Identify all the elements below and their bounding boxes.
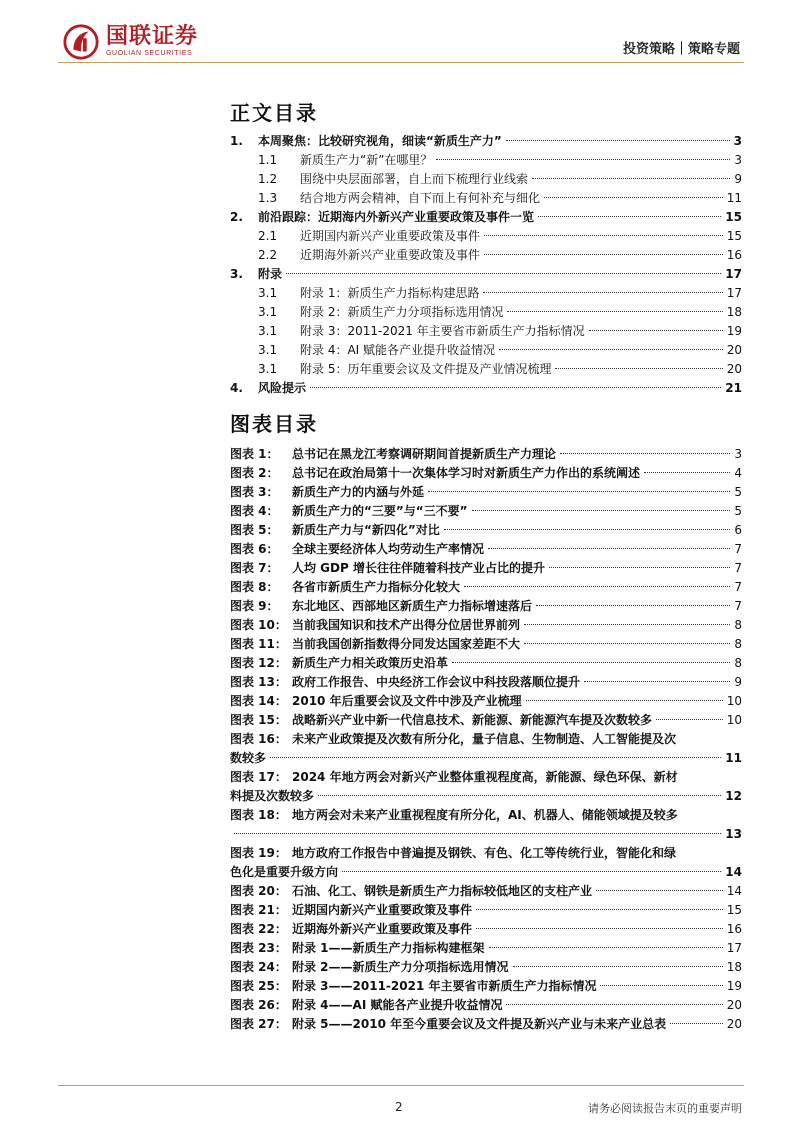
figure-entry-number: 图表 8： bbox=[230, 580, 279, 594]
dot-leader bbox=[532, 178, 730, 179]
figure-entry-page: 7 bbox=[734, 580, 742, 594]
figure-entry-number: 图表 20： bbox=[230, 884, 287, 898]
figure-entry[interactable] bbox=[230, 692, 742, 711]
figure-entry-label: 当前我国创新指数得分同发达国家差距不大 bbox=[292, 637, 521, 651]
list-of-figures bbox=[230, 445, 742, 1034]
figure-entry-label: 总书记在政治局第十一次集体学习时对新质生产力作出的系统阐述 bbox=[292, 466, 641, 480]
toc-entry-page: 20 bbox=[726, 362, 742, 376]
toc-entry-number: 3.1 bbox=[258, 305, 278, 319]
logo-english-name: GUOLIAN SECURITIES bbox=[106, 50, 193, 57]
figure-entry-label: 全球主要经济体人均劳动生产率情况 bbox=[292, 542, 485, 556]
figure-entry-number: 图表 17： bbox=[230, 770, 287, 784]
figure-entry-line bbox=[230, 825, 742, 844]
figure-entry-page: 15 bbox=[726, 903, 742, 917]
toc-entry[interactable] bbox=[230, 322, 742, 341]
figure-entry-number: 图表 2： bbox=[230, 466, 279, 480]
toc-entry[interactable] bbox=[230, 227, 742, 246]
toc-entry[interactable] bbox=[230, 208, 742, 227]
figure-entry-number: 图表 25： bbox=[230, 979, 287, 993]
toc-entry-label: 风险提示 bbox=[258, 381, 307, 395]
page-header bbox=[0, 0, 802, 80]
figure-entry-page: 10 bbox=[726, 694, 742, 708]
figure-entry-page: 7 bbox=[734, 542, 742, 556]
figure-entry-line bbox=[230, 768, 742, 787]
figure-entry-page: 8 bbox=[734, 656, 742, 670]
dot-leader bbox=[560, 453, 730, 454]
figure-entry-page: 5 bbox=[734, 504, 742, 518]
toc-entry-label: 近期海外新兴产业重要政策及事件 bbox=[300, 248, 481, 262]
figure-entry-label: 石油、化工、钢铁是新质生产力指标较低地区的支柱产业 bbox=[292, 884, 593, 898]
toc-entry-page: 19 bbox=[726, 324, 742, 338]
figure-entry[interactable] bbox=[230, 806, 742, 844]
figure-entry-line bbox=[230, 787, 742, 806]
figure-entry-line bbox=[230, 749, 742, 768]
dot-leader bbox=[600, 985, 722, 986]
toc-entry-label: 近期国内新兴产业重要政策及事件 bbox=[300, 229, 481, 243]
table-of-contents bbox=[230, 132, 742, 398]
footer-divider bbox=[58, 1085, 744, 1086]
figure-entry-label: 战略新兴产业中新一代信息技术、新能源、新能源汽车提及次数较多 bbox=[292, 713, 653, 727]
toc-entry[interactable] bbox=[230, 341, 742, 360]
figure-entry-page: 9 bbox=[734, 675, 742, 689]
figure-entry-page: 12 bbox=[725, 789, 742, 803]
toc-entry-number: 1. bbox=[230, 134, 243, 148]
guolian-logo-icon bbox=[62, 23, 100, 61]
toc-entry[interactable] bbox=[230, 170, 742, 189]
figure-entry[interactable] bbox=[230, 711, 742, 730]
figure-entry[interactable] bbox=[230, 540, 742, 559]
figure-entry-page: 7 bbox=[734, 561, 742, 575]
dot-leader bbox=[484, 254, 723, 255]
figure-entry[interactable] bbox=[230, 844, 742, 882]
figure-entry[interactable] bbox=[230, 673, 742, 692]
figure-entry-label: 附录 3——2011-2021 年主要省市新质生产力指标情况 bbox=[292, 979, 597, 993]
figure-entry-label: 附录 5——2010 年至今重要会议及文件提及新兴产业与未来产业总表 bbox=[292, 1017, 667, 1031]
dot-leader bbox=[544, 197, 723, 198]
dot-leader bbox=[476, 909, 723, 910]
figure-entry-page: 7 bbox=[734, 599, 742, 613]
toc-entry[interactable] bbox=[230, 132, 742, 151]
dot-leader bbox=[584, 681, 730, 682]
figure-entry[interactable] bbox=[230, 635, 742, 654]
figure-entry-label: 地方两会对未来产业重视程度有所分化，AI、机器人、储能领域提及较多 bbox=[292, 808, 678, 822]
dot-leader bbox=[549, 567, 730, 568]
figure-entry-label: 新质生产力的内涵与外延 bbox=[292, 485, 425, 499]
figure-entry-page: 10 bbox=[726, 713, 742, 727]
figure-entry-line bbox=[230, 730, 742, 749]
figure-entry-label: 附录 2——新质生产力分项指标选用情况 bbox=[292, 960, 509, 974]
figure-entry-label: 未来产业政策提及次数有所分化，量子信息、生物制造、人工智能提及次 bbox=[292, 732, 677, 746]
figure-entry[interactable] bbox=[230, 483, 742, 502]
toc-entry-number: 2.2 bbox=[258, 248, 278, 262]
figure-entry[interactable] bbox=[230, 521, 742, 540]
header-divider bbox=[58, 62, 744, 63]
figure-entry-label: 各省市新质生产力指标分化较大 bbox=[292, 580, 461, 594]
figure-entry-number: 图表 12： bbox=[230, 656, 287, 670]
figure-entry-label-continued: 料提及次数较多 bbox=[230, 789, 315, 803]
figure-entry-page: 18 bbox=[726, 960, 742, 974]
dot-leader bbox=[538, 216, 721, 217]
figure-entry-label: 2010 年后重要会议及文件中涉及产业梳理 bbox=[292, 694, 522, 708]
dot-leader bbox=[444, 529, 731, 530]
toc-entry[interactable] bbox=[230, 303, 742, 322]
toc-entry-number: 3.1 bbox=[258, 362, 278, 376]
figure-entry-page: 20 bbox=[726, 1017, 742, 1031]
toc-entry[interactable] bbox=[230, 189, 742, 208]
toc-entry[interactable] bbox=[230, 379, 742, 398]
toc-entry-label: 附录 bbox=[258, 267, 283, 281]
dot-leader bbox=[596, 890, 723, 891]
dot-leader bbox=[452, 662, 730, 663]
toc-entry-label: 附录 2：新质生产力分项指标选用情况 bbox=[300, 305, 504, 319]
toc-entry-page: 18 bbox=[726, 305, 742, 319]
figure-entry-label: 新质生产力相关政策历史沿革 bbox=[292, 656, 449, 670]
toc-entry-label: 附录 1：新质生产力指标构建思路 bbox=[300, 286, 480, 300]
toc-entry-number: 1.1 bbox=[258, 153, 278, 167]
figure-entry-page: 13 bbox=[725, 827, 742, 841]
figure-entry[interactable] bbox=[230, 502, 742, 521]
figure-entry[interactable] bbox=[230, 882, 742, 901]
dot-leader bbox=[656, 719, 723, 720]
figure-entry-number: 图表 5： bbox=[230, 523, 279, 537]
dot-leader bbox=[484, 235, 723, 236]
dot-leader bbox=[318, 795, 721, 796]
dot-leader bbox=[526, 700, 723, 701]
dot-leader bbox=[270, 757, 721, 758]
figure-entry-page: 6 bbox=[734, 523, 742, 537]
dot-leader bbox=[670, 1023, 723, 1024]
figure-entry-line bbox=[230, 863, 742, 882]
figure-entry[interactable] bbox=[230, 1015, 742, 1034]
toc-entry-number: 3.1 bbox=[258, 343, 278, 357]
figure-entry-label: 地方政府工作报告中普遍提及钢铁、有色、化工等传统行业，智能化和绿 bbox=[292, 846, 677, 860]
report-category: 投资策略｜策略专题 bbox=[622, 42, 740, 57]
figure-entry-number: 图表 4： bbox=[230, 504, 279, 518]
toc-entry-label: 附录 5：历年重要会议及文件提及产业情况梳理 bbox=[300, 362, 552, 376]
figure-entry[interactable] bbox=[230, 977, 742, 996]
figure-entry-number: 图表 23： bbox=[230, 941, 287, 955]
toc-entry-number: 2.1 bbox=[258, 229, 278, 243]
figure-entry[interactable] bbox=[230, 768, 742, 806]
dot-leader bbox=[513, 966, 723, 967]
figure-entry-label: 附录 1——新质生产力指标构建框架 bbox=[292, 941, 485, 955]
dot-leader bbox=[483, 292, 722, 293]
toc-entry-page: 3 bbox=[734, 153, 742, 167]
figure-entry-page: 17 bbox=[726, 941, 742, 955]
toc-entry-page: 11 bbox=[726, 191, 742, 205]
dot-leader bbox=[644, 472, 730, 473]
figure-entry[interactable] bbox=[230, 578, 742, 597]
figure-entry-label: 人均 GDP 增长往往伴随着科技产业占比的提升 bbox=[292, 561, 545, 575]
figure-entry-number: 图表 6： bbox=[230, 542, 279, 556]
toc-entry-page: 17 bbox=[726, 286, 742, 300]
toc-entry-number: 3.1 bbox=[258, 324, 278, 338]
figure-entry-page: 5 bbox=[734, 485, 742, 499]
dot-leader bbox=[476, 928, 723, 929]
figure-entry-label: 东北地区、西部地区新质生产力指标增速落后 bbox=[292, 599, 533, 613]
figure-entry[interactable] bbox=[230, 958, 742, 977]
figure-entry-page: 14 bbox=[725, 865, 742, 879]
figure-entry-number: 图表 22： bbox=[230, 922, 287, 936]
figure-entry[interactable] bbox=[230, 996, 742, 1015]
dot-leader bbox=[472, 510, 731, 511]
figure-entry-page: 14 bbox=[726, 884, 742, 898]
figure-entry-number: 图表 27： bbox=[230, 1017, 287, 1031]
figure-entry-number: 图表 16： bbox=[230, 732, 287, 746]
figure-entry-page: 4 bbox=[734, 466, 742, 480]
figure-entry-page: 16 bbox=[726, 922, 742, 936]
figure-entry-number: 图表 19： bbox=[230, 846, 287, 860]
figure-entry-line bbox=[230, 844, 742, 863]
dot-leader bbox=[428, 491, 730, 492]
figure-entry[interactable] bbox=[230, 597, 742, 616]
toc-entry-page: 20 bbox=[726, 343, 742, 357]
toc-entry-number: 3. bbox=[230, 267, 243, 281]
figure-entry[interactable] bbox=[230, 920, 742, 939]
figure-entry[interactable] bbox=[230, 939, 742, 958]
toc-entry-page: 15 bbox=[725, 210, 742, 224]
toc-entry-label: 新质生产力“新”在哪里？ bbox=[300, 153, 433, 167]
figure-entry-page: 3 bbox=[734, 447, 742, 461]
dot-leader bbox=[234, 833, 721, 834]
dot-leader bbox=[286, 273, 721, 274]
dot-leader bbox=[506, 1004, 722, 1005]
dot-leader bbox=[507, 311, 722, 312]
toc-entry-page: 3 bbox=[733, 134, 742, 148]
figure-entry-label: 总书记在黑龙江考察调研期间首提新质生产力理论 bbox=[292, 447, 557, 461]
brand-logo bbox=[62, 20, 198, 64]
figure-entry-number: 图表 10： bbox=[230, 618, 287, 632]
figure-entry-label: 当前我国知识和技术产出得分位居世界前列 bbox=[292, 618, 521, 632]
figure-entry[interactable] bbox=[230, 464, 742, 483]
toc-entry[interactable] bbox=[230, 151, 742, 170]
toc-entry[interactable] bbox=[230, 360, 742, 379]
toc-entry-page: 16 bbox=[726, 248, 742, 262]
figure-entry[interactable] bbox=[230, 901, 742, 920]
figure-entry-page: 8 bbox=[734, 637, 742, 651]
figure-entry[interactable] bbox=[230, 730, 742, 768]
figure-entry-number: 图表 15： bbox=[230, 713, 287, 727]
toc-entry-page: 17 bbox=[725, 267, 742, 281]
figure-entry-label-continued: 数较多 bbox=[230, 751, 267, 765]
figure-entry-label-continued: 色化是重要升级方向 bbox=[230, 865, 339, 879]
figure-entry-label: 政府工作报告、中央经济工作会议中科技段落顺位提升 bbox=[292, 675, 581, 689]
figure-entry[interactable] bbox=[230, 616, 742, 635]
figure-entry-label: 新质生产力的“三要”与“三不要” bbox=[292, 504, 468, 518]
dot-leader bbox=[555, 368, 722, 369]
toc-entry-label: 附录 4：AI 赋能各产业提升收益情况 bbox=[300, 343, 496, 357]
figure-entry-number: 图表 9： bbox=[230, 599, 279, 613]
dot-leader bbox=[506, 140, 730, 141]
dot-leader bbox=[464, 586, 730, 587]
figure-entry-label: 近期国内新兴产业重要政策及事件 bbox=[292, 903, 473, 917]
toc-entry[interactable] bbox=[230, 284, 742, 303]
figure-entry-number: 图表 14： bbox=[230, 694, 287, 708]
toc-entry-label: 围绕中央层面部署，自上而下梳理行业线索 bbox=[300, 172, 529, 186]
figure-entry-label: 近期海外新兴产业重要政策及事件 bbox=[292, 922, 473, 936]
figure-entry-number: 图表 18： bbox=[230, 808, 287, 822]
dot-leader bbox=[536, 605, 730, 606]
toc-entry-label: 本周聚焦：比较研究视角，细读“新质生产力” bbox=[258, 134, 502, 148]
figure-entry-number: 图表 24： bbox=[230, 960, 287, 974]
dot-leader bbox=[499, 349, 723, 350]
figure-entry-page: 8 bbox=[734, 618, 742, 632]
figure-entry[interactable] bbox=[230, 445, 742, 464]
dot-leader bbox=[489, 947, 723, 948]
toc-entry-label: 前沿跟踪：近期海内外新兴产业重要政策及事件一览 bbox=[258, 210, 535, 224]
figure-entry-number: 图表 3： bbox=[230, 485, 279, 499]
figure-entry-number: 图表 13： bbox=[230, 675, 287, 689]
toc-entry-page: 9 bbox=[734, 172, 742, 186]
dot-leader bbox=[436, 159, 730, 160]
dot-leader bbox=[524, 624, 730, 625]
dot-leader bbox=[524, 643, 730, 644]
figure-entry-page: 11 bbox=[725, 751, 742, 765]
dot-leader bbox=[488, 548, 730, 549]
toc-title: 正文目录 bbox=[230, 101, 318, 125]
figure-entry-number: 图表 1： bbox=[230, 447, 279, 461]
toc-entry-label: 附录 3：2011-2021 年主要省市新质生产力指标情况 bbox=[300, 324, 585, 338]
figure-entry[interactable] bbox=[230, 654, 742, 673]
toc-entry-page: 15 bbox=[726, 229, 742, 243]
toc-entry-number: 1.3 bbox=[258, 191, 278, 205]
logo-chinese-name: 国联证券 bbox=[106, 24, 199, 49]
dot-leader bbox=[589, 330, 723, 331]
dot-leader bbox=[310, 387, 721, 388]
toc-entry-page: 21 bbox=[725, 381, 742, 395]
toc-entry-number: 2. bbox=[230, 210, 243, 224]
figure-entry-page: 19 bbox=[726, 979, 742, 993]
dot-leader bbox=[342, 871, 721, 872]
figure-entry-label: 新质生产力与“新四化”对比 bbox=[292, 523, 440, 537]
figure-entry-number: 图表 7： bbox=[230, 561, 279, 575]
figure-entry-number: 图表 21： bbox=[230, 903, 287, 917]
toc-entry-label: 结合地方两会精神，自下而上有何补充与细化 bbox=[300, 191, 541, 205]
figure-entry-page: 20 bbox=[726, 998, 742, 1012]
figure-entry-label: 2024 年地方两会对新兴产业整体重视程度高，新能源、绿色环保、新材 bbox=[292, 770, 678, 784]
figure-entry[interactable] bbox=[230, 559, 742, 578]
toc-entry[interactable] bbox=[230, 265, 742, 284]
figures-title: 图表目录 bbox=[230, 412, 318, 436]
toc-entry-number: 4. bbox=[230, 381, 243, 395]
disclaimer-text: 请务必阅读报告末页的重要声明 bbox=[588, 1102, 742, 1115]
figure-entry-line bbox=[230, 806, 742, 825]
figure-entry-label: 附录 4——AI 赋能各产业提升收益情况 bbox=[292, 998, 503, 1012]
figure-entry-number: 图表 11： bbox=[230, 637, 287, 651]
toc-entry-number: 3.1 bbox=[258, 286, 278, 300]
toc-entry-number: 1.2 bbox=[258, 172, 278, 186]
toc-entry[interactable] bbox=[230, 246, 742, 265]
page-number: 2 bbox=[395, 1100, 403, 1114]
figure-entry-number: 图表 26： bbox=[230, 998, 287, 1012]
